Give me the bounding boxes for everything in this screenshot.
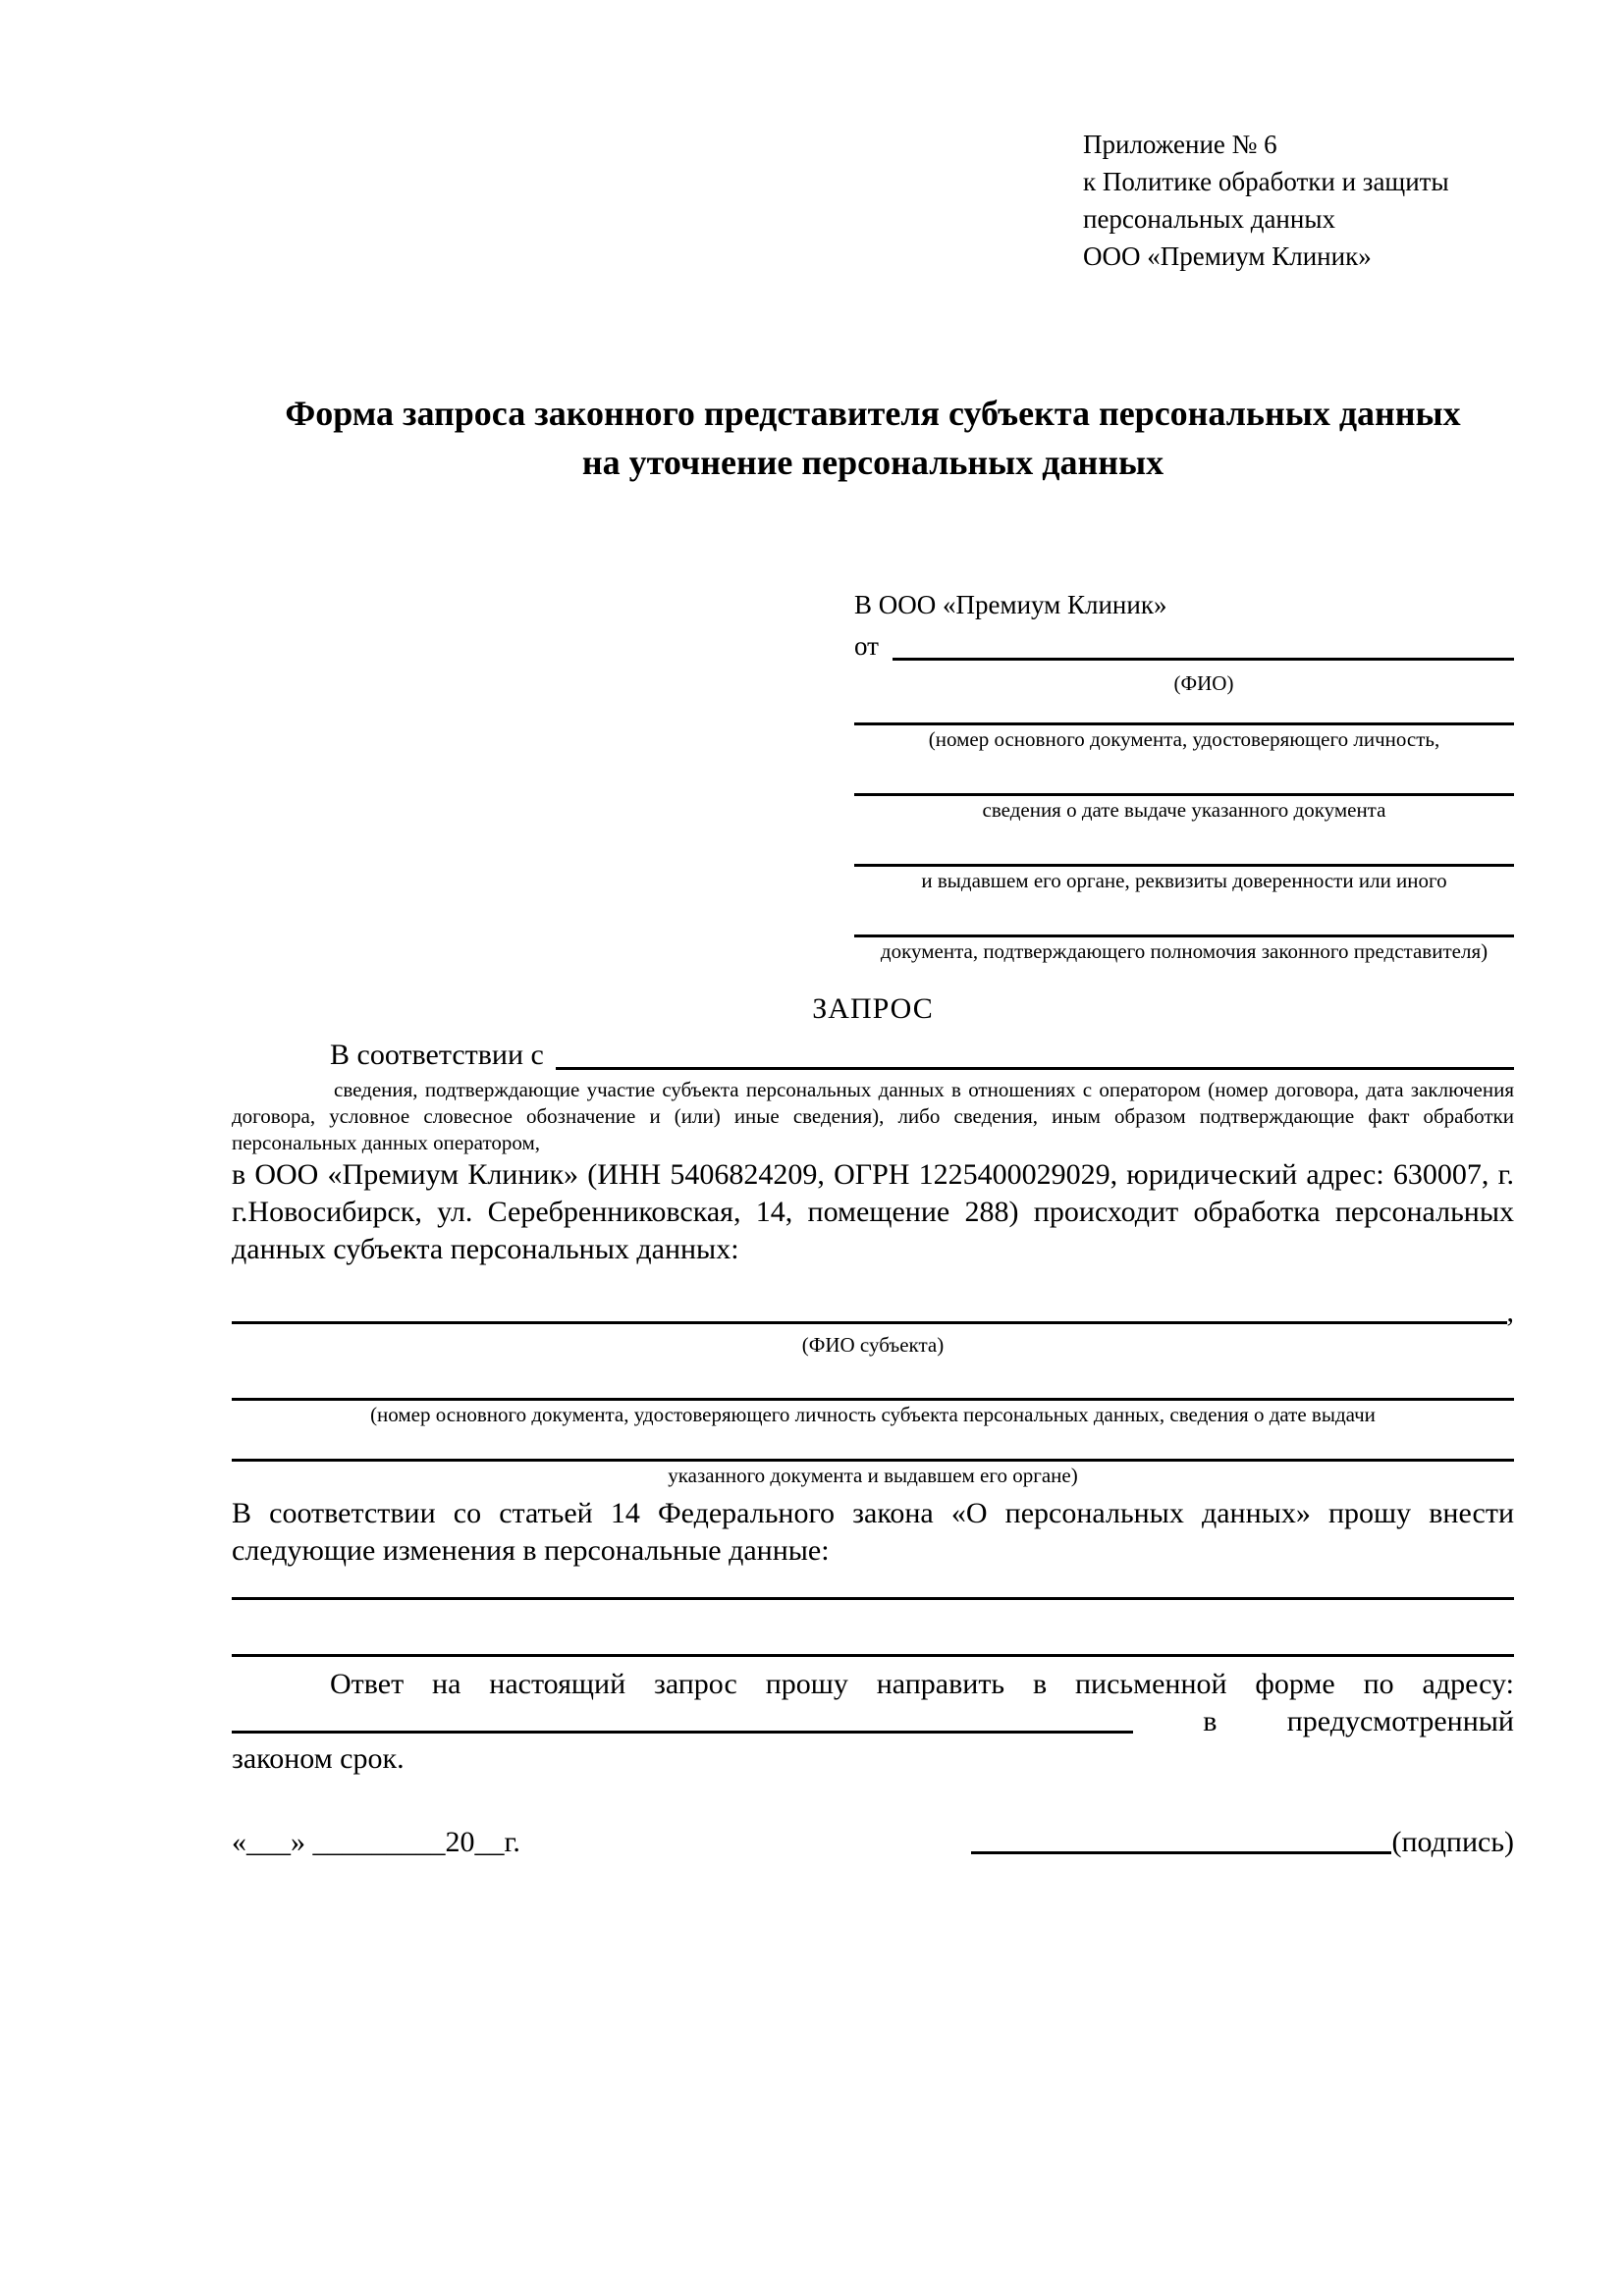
from-blank-line	[893, 624, 1514, 661]
answer-paragraph-end: законом срок.	[232, 1742, 405, 1775]
document-title-line1: Форма запроса законного представителя субъекта персональных данных	[285, 394, 1461, 433]
signature-area	[971, 1823, 1514, 1862]
spacer	[879, 624, 893, 667]
subject-line-comma: ,	[1506, 1296, 1514, 1328]
subject-fio-caption: (ФИО субъекта)	[801, 1333, 945, 1357]
intro-blank-line	[556, 1034, 1514, 1070]
addressee-from-line	[854, 624, 1514, 667]
blank-line-caption: (номер основного документа, удостоверяющего личность,	[928, 727, 1440, 751]
subject-doc-caption-top: (номер основного документа, удостоверяющего личность субъекта персональных данных, сведения о дате выдачи	[370, 1403, 1376, 1426]
appendix-note	[1083, 126, 1514, 275]
answer-word: в	[1203, 1705, 1218, 1737]
date-blank: «___» _________20__г.	[232, 1826, 520, 1858]
subject-fio-line	[232, 1294, 1514, 1331]
date-signature-row	[232, 1823, 1514, 1862]
appendix-line: Приложение № 6	[1083, 130, 1277, 159]
from-label: от	[854, 631, 879, 661]
subject-blank-line	[232, 1294, 1507, 1324]
blank-line-caption: документа, подтверждающего полномочия законного представителя)	[880, 939, 1489, 963]
addressee-to: В ООО «Премиум Клиник»	[854, 590, 1167, 619]
blank-line-caption: сведения о дате выдаче указанного документа	[982, 798, 1386, 822]
document-title-line2: на уточнение персональных данных	[581, 443, 1164, 482]
appendix-line: к Политике обработки и защиты	[1083, 167, 1449, 196]
address-blank-line	[232, 1703, 1133, 1734]
blank-line-caption: и выдавшем его органе, реквизиты доверенности или иного	[921, 869, 1447, 892]
subject-doc-caption-bottom: указанного документа и выдавшем его органе)	[668, 1464, 1078, 1487]
request-heading: ЗАПРОС	[812, 992, 934, 1025]
answer-paragraph-middle	[232, 1703, 1514, 1740]
answer-word: предусмотренный	[1286, 1705, 1514, 1737]
intro-prefix: В соответствии с	[330, 1039, 544, 1071]
appendix-line: ООО «Премиум Клиник»	[1083, 241, 1372, 271]
article-paragraph: В соответствии со статьей 14 Федерального закона «О персональных данных» прошу внести следующие изменения в персональные данные:	[232, 1497, 1514, 1567]
signature-caption: (подпись)	[1391, 1826, 1514, 1858]
fio-caption: (ФИО)	[1173, 671, 1234, 695]
changes-blank-line	[232, 1597, 1514, 1600]
changes-blank-line	[232, 1654, 1514, 1657]
addressee-block	[854, 585, 1514, 965]
signature-blank-line	[971, 1823, 1391, 1854]
intro-line	[232, 1034, 1514, 1077]
spacer	[544, 1034, 556, 1077]
answer-paragraph-start: Ответ на настоящий запрос прошу направить в письменной форме по адресу:	[330, 1668, 1514, 1700]
operator-paragraph: в ООО «Премиум Клиник» (ИНН 5406824209, ОГРН 1225400029029, юридический адрес: 630007, г. г.Новосибирск, ул. Серебренниковская, 14, помещение 288) происходит обработка персональных данных субъекта персональных данных:	[232, 1158, 1514, 1265]
appendix-line: персональных данных	[1083, 204, 1335, 234]
footnote-text: сведения, подтверждающие участие субъекта персональных данных в отношениях с оператором (номер договора, дата заключения договора, условное словесное обозначение и (или) иные сведения), либо сведения, иным образом подтверждающие факт обработки персональных данных оператором,	[232, 1078, 1514, 1154]
document-title	[232, 389, 1514, 487]
